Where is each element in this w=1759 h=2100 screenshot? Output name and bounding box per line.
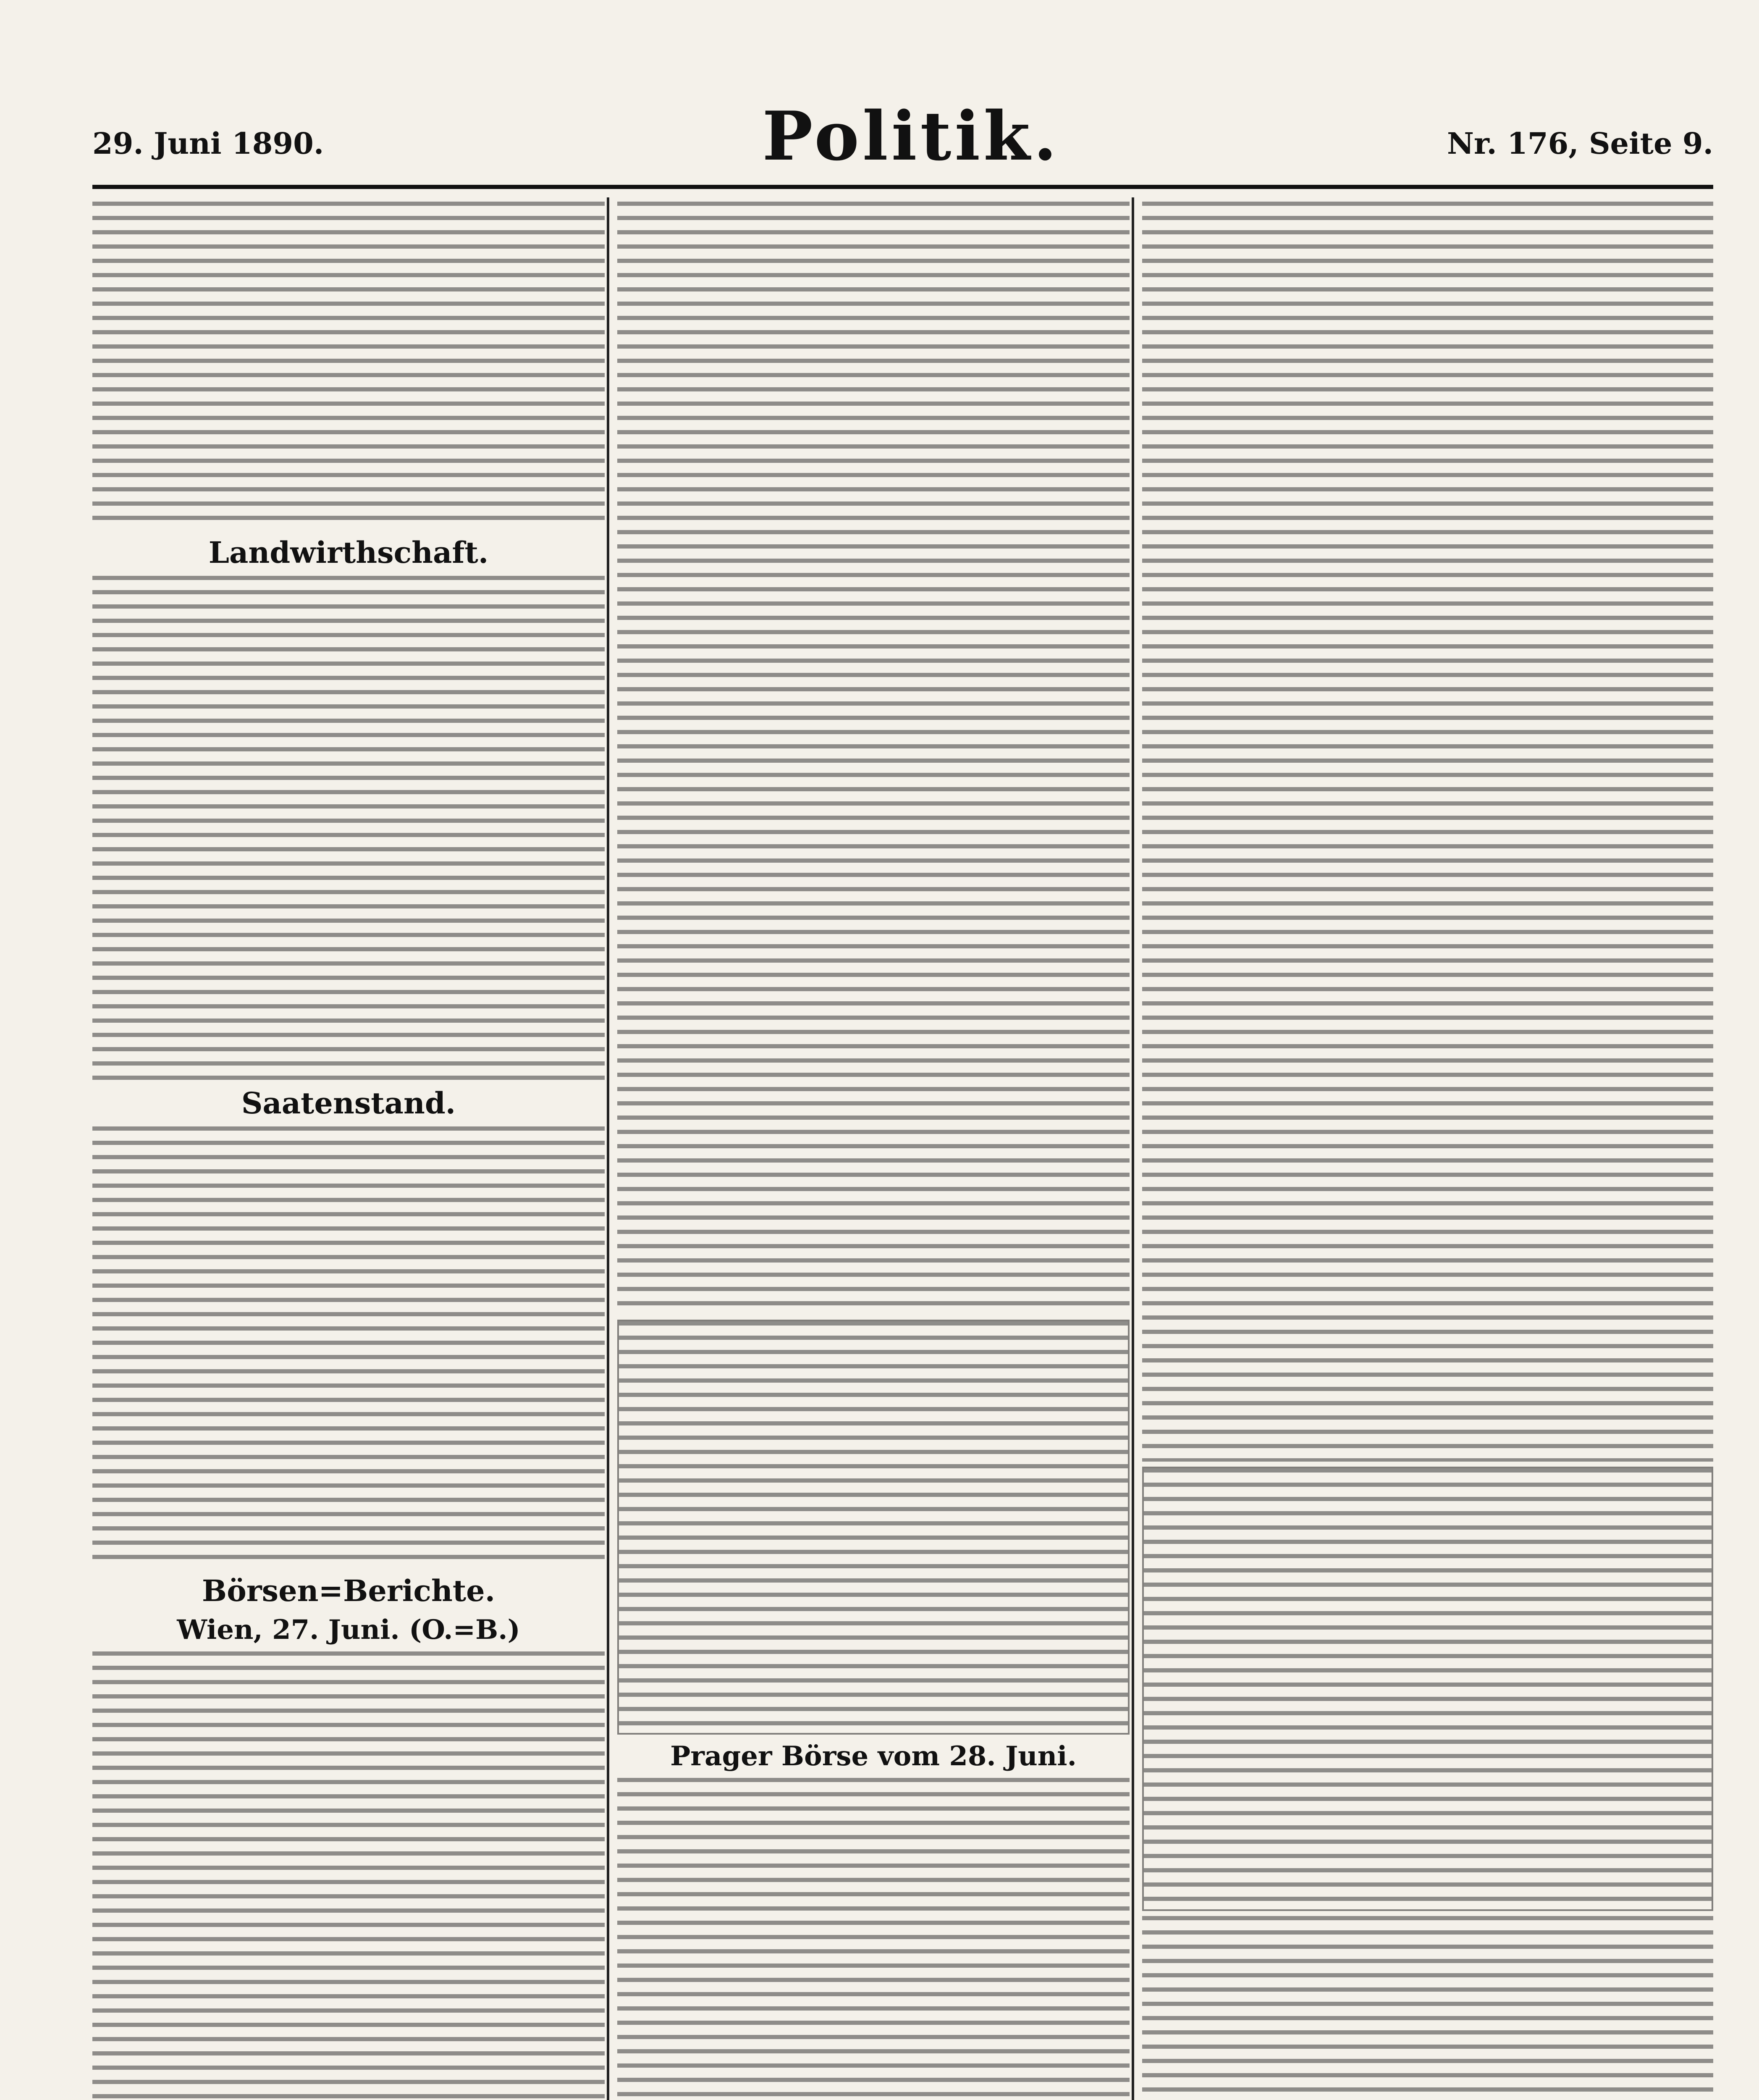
heading-wien: Wien, 27. Juni. (O.=B.) (177, 1614, 520, 1646)
page-header (92, 92, 1713, 189)
column-rule (1132, 197, 1134, 2100)
text-block (92, 576, 605, 1080)
price-table (1142, 1467, 1713, 1911)
issue-date: 29. Juni 1890. (92, 126, 324, 161)
heading-landwirtschaft: Landwirthschaft. (208, 535, 489, 570)
issue-number: Nr. 176, Seite 9. (1447, 126, 1713, 161)
text-block (617, 1778, 1130, 2100)
text-block (617, 202, 1130, 1315)
heading-boersen-berichte: Börsen=Berichte. (202, 1573, 495, 1608)
text-block (92, 1651, 605, 2100)
section-title: Politik. (762, 97, 1060, 176)
text-block (1142, 1916, 1713, 2100)
text-block (92, 202, 605, 529)
heading-saatenstand: Saatenstand. (241, 1086, 456, 1121)
column-rule (607, 197, 609, 2100)
text-block (1142, 202, 1713, 1462)
heading-prager-boerse: Prager Börse vom 28. Juni. (670, 1740, 1077, 1772)
column-3 (1142, 197, 1713, 2100)
column-2 (617, 197, 1130, 2100)
text-block (92, 1126, 605, 1567)
column-1 (92, 197, 605, 2100)
price-table (617, 1320, 1130, 1735)
